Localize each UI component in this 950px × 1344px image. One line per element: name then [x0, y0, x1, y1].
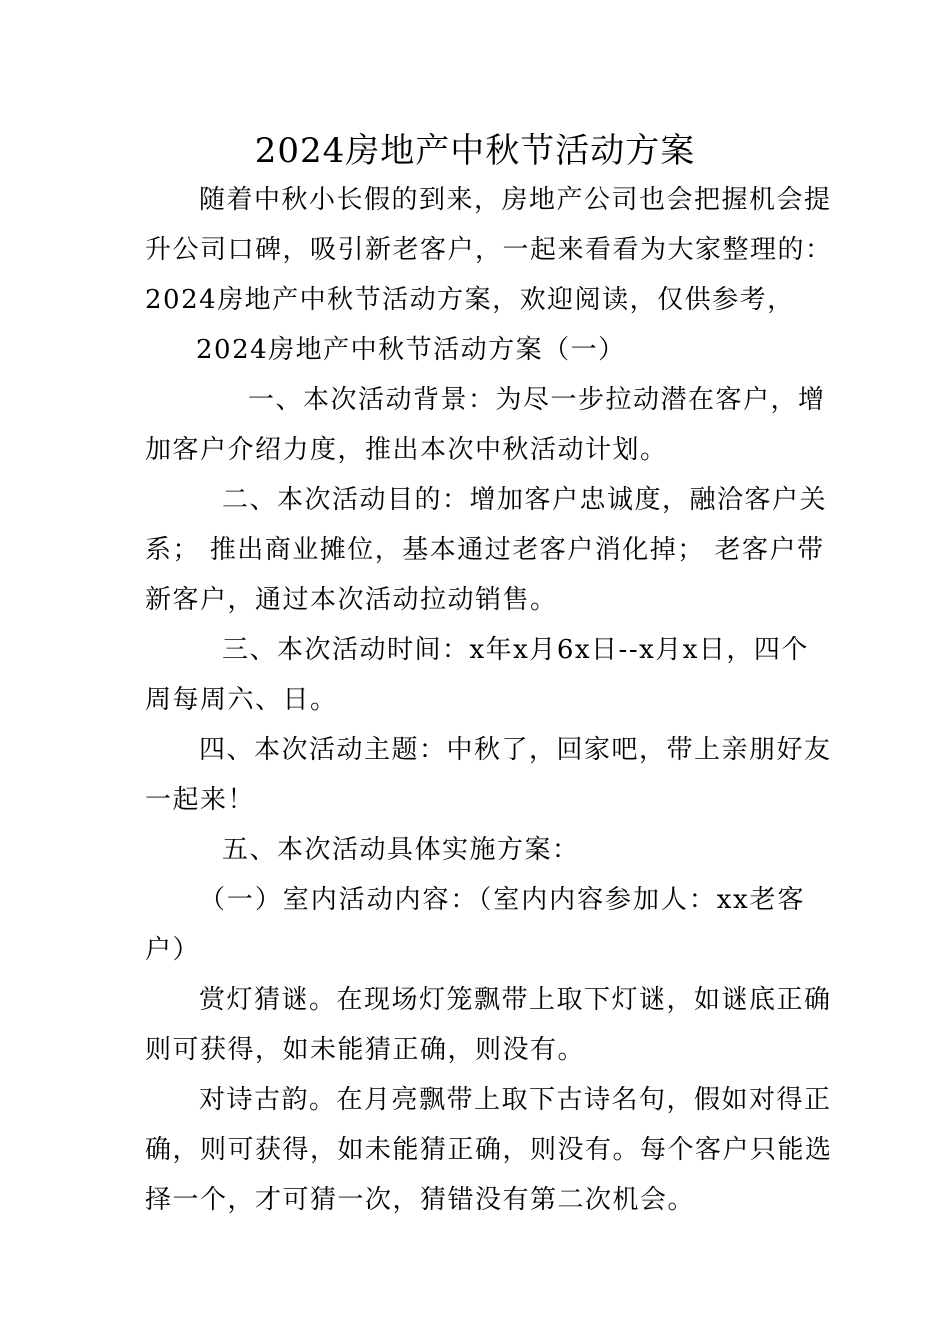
paragraph-line: 2024房地产中秋节活动方案，欢迎阅读，仅供参考， — [145, 285, 795, 315]
paragraph-line: 二、本次活动目的：增加客户忠诚度，融洽客户关 — [222, 485, 828, 515]
section-heading: 2024房地产中秋节活动方案（一） — [196, 335, 626, 365]
paragraph-line: （一）室内活动内容：（室内内容参加人：xx老客 — [199, 885, 805, 915]
paragraph-line: 户） — [145, 935, 201, 965]
document-title: 2024房地产中秋节活动方案 — [254, 131, 696, 171]
paragraph-line: 新客户，通过本次活动拉动销售。 — [145, 585, 558, 615]
section-heading: 五、本次活动具体实施方案： — [222, 835, 580, 865]
paragraph-line: 对诗古韵。在月亮飘带上取下古诗名句，假如对得正 — [199, 1085, 832, 1115]
paragraph-line: 确，则可获得，如未能猜正确，则没有。每个客户只能选 — [145, 1135, 833, 1165]
paragraph-line: 一起来！ — [145, 785, 256, 815]
paragraph-line: 周每周六、日。 — [145, 685, 338, 715]
paragraph-line: 四、本次活动主题：中秋了，回家吧，带上亲朋好友 — [199, 735, 832, 765]
paragraph-line: 系； 推出商业摊位，基本通过老客户消化掉； 老客户带 — [145, 535, 825, 565]
paragraph-line: 随着中秋小长假的到来，房地产公司也会把握机会提 — [199, 185, 832, 215]
paragraph-line: 加客户介绍力度，推出本次中秋活动计划。 — [145, 435, 668, 465]
paragraph-line: 择一个，才可猜一次，猜错没有第二次机会。 — [145, 1185, 696, 1215]
paragraph-line: 则可获得，如未能猜正确，则没有。 — [145, 1035, 586, 1065]
paragraph-line: 一、本次活动背景：为尽一步拉动潜在客户，增 — [248, 385, 826, 415]
paragraph-line: 三、本次活动时间：x年x月6x日--x月x日，四个 — [222, 635, 809, 665]
paragraph-line: 赏灯猜谜。在现场灯笼飘带上取下灯谜，如谜底正确 — [199, 985, 832, 1015]
paragraph-line: 升公司口碑，吸引新老客户，一起来看看为大家整理的： — [145, 235, 833, 265]
